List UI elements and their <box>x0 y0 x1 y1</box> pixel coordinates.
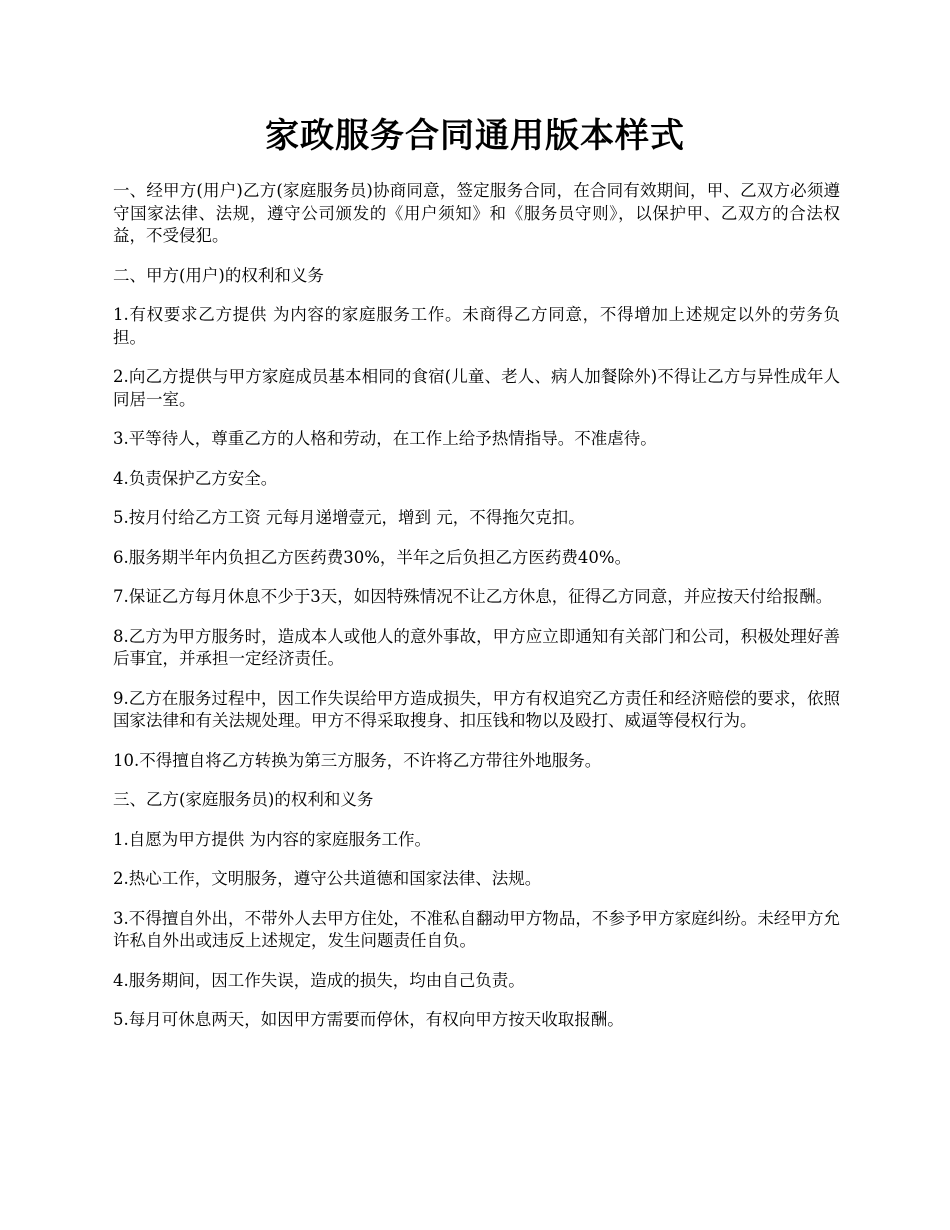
party-a-clause-9: 9.乙方在服务过程中，因工作失误给甲方造成损失，甲方有权追究乙方责任和经济赔偿的要求，依照国家法律和有关法规处理。甲方不得采取搜身、扣压钱和物以及殴打、威逼等侵权行为。 <box>113 688 840 730</box>
party-a-clause-3: 3.平等待人，尊重乙方的人格和劳动，在工作上给予热情指导。不准虐待。 <box>113 429 657 448</box>
document-body <box>113 180 840 1049</box>
document-title: 家政服务合同通用版本样式 <box>265 116 685 156</box>
section-heading-party-a: 二、甲方(用户)的权利和义务 <box>113 265 324 285</box>
party-b-clause-4: 4.服务期间，因工作失误，造成的损失，均由自己负责。 <box>113 970 525 990</box>
party-a-clause-10: 10.不得擅自将乙方转换为第三方服务，不许将乙方带往外地服务。 <box>113 750 602 770</box>
party-b-clause-1: 1.自愿为甲方提供 为内容的家庭服务工作。 <box>113 829 431 849</box>
section-heading-party-b: 三、乙方(家庭服务员)的权利和义务 <box>113 790 374 809</box>
clause-intro: 一、经甲方(用户)乙方(家庭服务员)协商同意，签定服务合同，在合同有效期间，甲、乙双方必须遵守国家法律、法规，遵守公司颁发的《用户须知》和《服务员守则》，以保护甲、乙双方的合法权益，不受侵犯。 <box>113 181 840 245</box>
party-a-clause-4: 4.负责保护乙方安全。 <box>113 468 278 488</box>
party-a-clause-8: 8.乙方为甲方服务时，造成本人或他人的意外事故，甲方应立即通知有关部门和公司，积极处理好善后事宜，并承担一定经济责任。 <box>113 626 840 668</box>
party-a-clause-7: 7.保证乙方每月休息不少于3天，如因特殊情况不让乙方休息，征得乙方同意，并应按天付给报酬。 <box>113 587 833 606</box>
party-b-clause-5: 5.每月可休息两天，如因甲方需要而停休，有权向甲方按天收取报酬。 <box>113 1010 624 1029</box>
party-a-clause-5: 5.按月付给乙方工资 元每月递增壹元，增到 元，不得拖欠克扣。 <box>113 508 585 527</box>
party-a-clause-6: 6.服务期半年内负担乙方医药费30%，半年之后负担乙方医药费40%。 <box>113 547 632 567</box>
party-b-clause-2: 2.热心工作，文明服务，遵守公共道德和国家法律、法规。 <box>113 869 542 888</box>
party-a-clause-2: 2.向乙方提供与甲方家庭成员基本相同的食宿(儿童、老人、病人加餐除外)不得让乙方与异性成年人同居一室。 <box>113 367 840 409</box>
party-a-clause-1: 1.有权要求乙方提供 为内容的家庭服务工作。未商得乙方同意，不得增加上述规定以外的劳务负担。 <box>113 305 840 347</box>
party-b-clause-3: 3.不得擅自外出，不带外人去甲方住处，不准私自翻动甲方物品，不参予甲方家庭纠纷。未经甲方允许私自外出或违反上述规定，发生问题责任自负。 <box>113 908 840 950</box>
